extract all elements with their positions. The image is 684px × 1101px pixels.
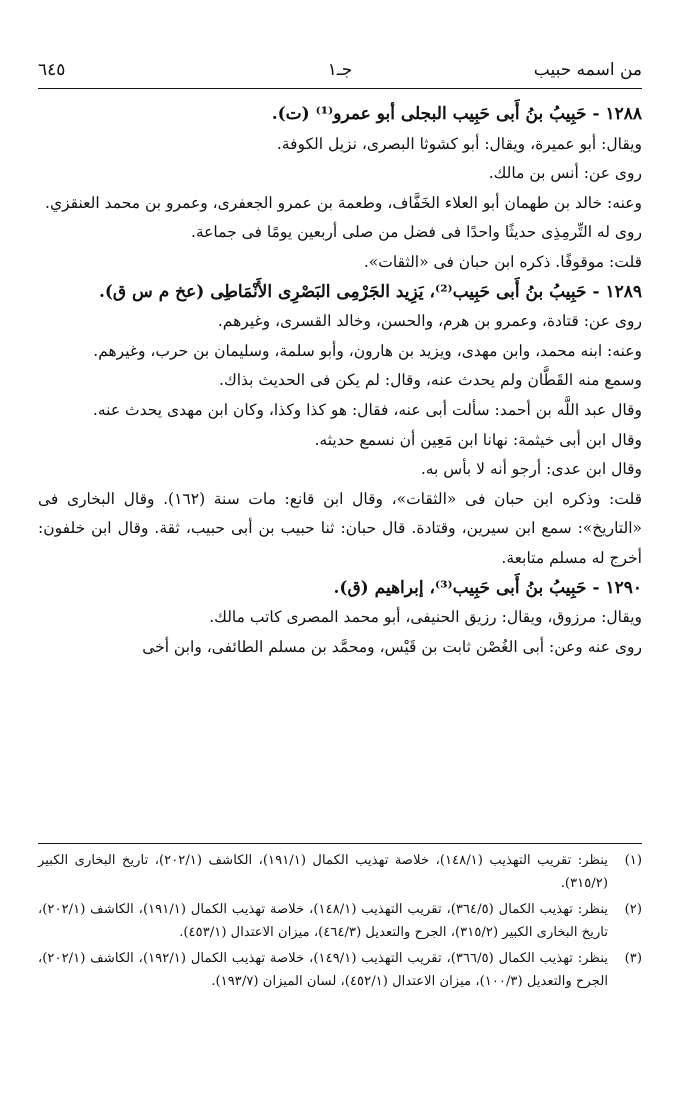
footnote bbox=[38, 899, 642, 944]
entry-heading: ١٢٩٠ - حَبِيبُ بنُ أَبى حَبِيب⁽³⁾، إبراهيم (ق). bbox=[333, 577, 642, 598]
running-header bbox=[38, 56, 642, 89]
text-line: وقال ابن عدى: أرجو أنه لا بأس به. bbox=[420, 460, 642, 479]
text-line: وعنه: خالد بن طهمان أبو العلاء الخَفَّاف، وطعمة بن عمرو الجعفرى، وعمرو بن محمد العنقزي. bbox=[45, 193, 642, 212]
text-line: قلت: موقوفًا. ذكره ابن حبان فى «الثقات». bbox=[363, 252, 642, 271]
text-line: وعنه: ابنه محمد، وابن مهدى، ويزيد بن هارون، وأبو سلمة، وسليمان بن حرب، وغيرهم. bbox=[93, 341, 642, 360]
text-line: روى عن: أنس بن مالك. bbox=[488, 164, 642, 183]
entry-heading: ١٢٨٩ - حَبِيبُ بنُ أَبى حَبِيب⁽²⁾، يَزِيد الجَرْمِى البَصْرِى الأَنْمَاطِى (عخ م س ق). bbox=[98, 281, 642, 302]
text-line: ويقال: مرزوق، ويقال: رزيق الحنيفى، أبو محمد المصرى كاتب مالك. bbox=[209, 608, 642, 627]
main-text bbox=[38, 100, 642, 662]
footnote-number: (٢) bbox=[624, 902, 642, 917]
footnote-text: ينظر: تقريب التهذيب (١٤٨/١)، خلاصة تهذيب الكمال (١٩١/١)، الكاشف (٢٠٢/١)، تاريخ البخارى الكبير (٣١٥/٢). bbox=[38, 853, 608, 891]
footnote bbox=[38, 850, 642, 895]
text-line: ويقال: أبو عميرة، ويقال: أبو كشوثا البصرى، نزيل الكوفة. bbox=[276, 134, 642, 153]
footnote bbox=[38, 948, 642, 993]
text-line: وسمع منه القَطَّان ولم يحدث عنه، وقال: لم يكن فى الحديث بذاك. bbox=[219, 371, 642, 390]
text-line: روى عن: قتادة، وعمرو بن هرم، والحسن، وخالد القسرى، وغيرهم. bbox=[217, 312, 642, 331]
footnote-number: (١) bbox=[624, 853, 642, 868]
text-line: قلت: وذكره ابن حبان فى «الثقات»، وقال ابن قانع: مات سنة (١٦٢). وقال البخارى فى «التاريخ»: سمع ابن سيرين، وقتادة. قال حبان: ثنا حبيب بن أبى حبيب، ثقة. وقال ابن خلفون: أخرج له مسلم متابعة. bbox=[38, 489, 643, 567]
text-line: روى عنه وعن: أبى الغُصْن ثابت بن قَيْس، ومحمَّد بن مسلم الطائفى، وابن أخى bbox=[142, 637, 642, 656]
text-line: وقال ابن أبى خيثمة: نهانا ابن مَعِين أن نسمع حديثه. bbox=[314, 430, 642, 449]
text-line: روى له التِّرمِذِى حديثًا واحدًا فى فضل من صلى أربعين يومًا فى جماعة. bbox=[190, 223, 642, 242]
entry-heading: ١٢٨٨ - حَبِيبُ بنُ أَبى حَبِيب البجلى أبو عمرو⁽¹⁾ (ت). bbox=[271, 104, 642, 124]
header-section-title: من اسمه حبيب bbox=[533, 60, 642, 80]
header-volume: جـ١ bbox=[327, 60, 353, 80]
text-line: وقال عبد اللَّه بن أحمد: سألت أبى عنه، فقال: هو كذا وكذا، وكان ابن مهدى يحدث عنه. bbox=[92, 400, 642, 419]
footnote-divider bbox=[38, 843, 642, 844]
footnotes bbox=[38, 850, 642, 997]
footnote-text: ينظر: تهذيب الكمال (٣٦٦/٥)، تقريب التهذيب (١٤٩/١)، خلاصة تهذيب الكمال (١٩٢/١)، الكاشف (٢٠٢/١)، الجرح والتعديل (١٠٠/٣)، ميزان الاعتدال (٤٥٢/١)، لسان الميزان (١٩٣/٧). bbox=[38, 951, 608, 989]
page-number: ٦٤٥ bbox=[38, 60, 66, 80]
footnote-text: ينظر: تهذيب الكمال (٣٦٤/٥)، تقريب التهذيب (١٤٨/١)، خلاصة تهذيب الكمال (١٩١/١)، الكاشف (٢٠٢/١)، تاريخ البخارى الكبير (٣١٥/٢)، الجرح والتعديل (٤٦٤/٣)، ميزان الاعتدال (٤٥٣/١). bbox=[38, 902, 608, 940]
footnote-number: (٣) bbox=[624, 951, 642, 966]
